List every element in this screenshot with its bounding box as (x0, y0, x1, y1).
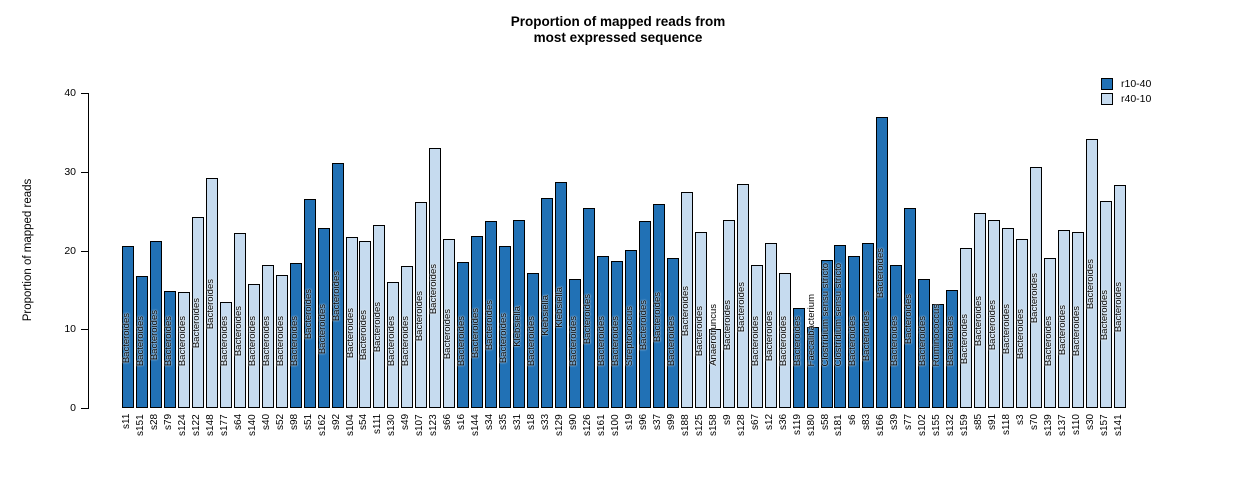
bar-genus-label-s129: Klebsiella (554, 287, 566, 328)
bar-genus-label-s161: Bacteroides (595, 315, 607, 366)
bar-genus-label-s92: Bacteroides (330, 271, 342, 322)
x-axis-label-s85: s85 (973, 414, 985, 431)
bar-genus-label-s64: Bacteroides (232, 306, 244, 357)
bar-genus-label-s128: Bacteroides (735, 281, 747, 332)
bar-genus-label-s110: Bacteroides (1070, 305, 1082, 357)
x-axis-label-s180: s180 (805, 414, 817, 436)
bar-genus-label-s119: Bacteroides (791, 315, 803, 366)
bar-genus-label-s158: Anaerotruncus (707, 304, 719, 366)
bar-genus-label-s98: Bacteroides (288, 315, 300, 366)
x-axis-label-s162: s162 (316, 414, 328, 436)
x-axis-label-s54: s54 (358, 414, 370, 431)
x-axis-label-s49: s49 (400, 414, 412, 431)
x-axis-label-s157: s157 (1098, 414, 1110, 436)
x-axis-label-s141: s141 (1112, 414, 1124, 436)
x-axis-label-s98: s98 (288, 414, 300, 431)
bar-genus-label-s123: Bacteroides (428, 263, 440, 314)
x-axis-label-s16: s16 (456, 414, 468, 431)
bar-genus-label-s90: Bacteroides (568, 315, 580, 366)
x-axis-label-s66: s66 (442, 414, 454, 431)
bar-genus-label-s11: Bacteroides (121, 312, 132, 363)
bar-genus-label-s3: Bacteroides (1015, 309, 1027, 360)
legend-swatch-light (1101, 93, 1113, 105)
legend-swatch-dark (1101, 78, 1113, 90)
x-axis-label-s110: s110 (1070, 414, 1082, 435)
y-tick-mark (81, 172, 88, 173)
x-axis-label-s140: s140 (246, 414, 258, 436)
y-tick-mark (81, 408, 88, 409)
bar-genus-label-s118: Bacteroides (1001, 303, 1013, 354)
bar-genus-label-s91: Bacteroides (987, 299, 999, 350)
x-axis-label-s31: s31 (512, 414, 524, 431)
bar-genus-label-s132: Bacteroides (945, 315, 957, 366)
x-axis-label-s130: s130 (386, 414, 398, 436)
x-axis-label-s137: s137 (1056, 414, 1068, 436)
x-axis-label-s151: s151 (134, 414, 146, 436)
bar-genus-label-s99: Bacteroides (665, 315, 677, 366)
x-axis-label-s99: s99 (665, 414, 677, 431)
chart-title-line2: most expressed sequence (533, 30, 703, 45)
x-axis-label-s64: s64 (232, 414, 244, 431)
x-axis-label-s52: s52 (274, 414, 286, 431)
bar-genus-label-s157: Bacteroides (1098, 290, 1110, 341)
bar-genus-label-s35: Bacteroides (498, 312, 510, 363)
x-axis-label-s100: s100 (609, 414, 621, 436)
bar-genus-label-s155: Ruminococcus (931, 303, 943, 366)
x-axis-label-s119: s119 (791, 414, 803, 435)
x-axis-label-s79: s79 (162, 414, 174, 431)
x-axis-label-s181: s181 (833, 414, 845, 436)
x-axis-label-s58: s58 (819, 414, 831, 431)
bar-genus-label-s144: Bacteroides (470, 307, 482, 358)
y-tick-mark (81, 251, 88, 252)
x-axis-label-s144: s144 (470, 414, 482, 436)
bar-genus-label-s122: Bacteroides (190, 298, 202, 349)
x-axis-label-s129: s129 (554, 414, 566, 436)
bar-genus-label-s33: Klebsiella (540, 295, 552, 336)
x-axis-label-s107: s107 (414, 414, 426, 436)
bar-genus-label-s104: Bacteroides (344, 308, 356, 359)
bar-genus-label-s30: Bacteroides (1084, 259, 1096, 310)
x-axis-label-s118: s118 (1001, 414, 1013, 435)
x-axis-label-s36: s36 (777, 414, 789, 431)
x-axis-label-s18: s18 (526, 414, 538, 431)
bar-genus-label-s49: Bacteroides (400, 315, 412, 366)
x-axis-label-s188: s188 (679, 414, 691, 436)
x-axis-label-s161: s161 (595, 414, 607, 436)
bar-genus-label-s18: Bacteroides (526, 315, 538, 366)
x-axis-label-s92: s92 (330, 414, 342, 431)
bar-genus-label-s140: Bacteroides (246, 315, 258, 366)
bar-genus-label-s130: Bacteroides (386, 315, 398, 366)
x-axis-label-s83: s83 (861, 414, 873, 431)
bar-genus-label-s85: Bacteroides (973, 296, 985, 347)
x-axis-label-s123: s123 (428, 414, 440, 436)
bar-genus-label-s66: Bacteroides (442, 309, 454, 360)
x-axis-label-s19: s19 (623, 414, 635, 431)
bar-genus-label-s58: Clostridium sensu stricto (819, 262, 831, 366)
bar-genus-label-s51: Bacteroides (302, 289, 314, 340)
bar-genus-label-s100: Bacteroides (609, 315, 621, 366)
chart-title-line1: Proportion of mapped reads from (510, 14, 726, 29)
x-axis-label-s111: s111 (372, 414, 384, 435)
bar-genus-label-s125: Bacteroides (693, 305, 705, 357)
bar-genus-label-s39: Bacteroides (889, 315, 901, 366)
x-axis-label-s35: s35 (498, 414, 510, 431)
bar-genus-label-s40: Bacteroides (260, 315, 272, 366)
bar-genus-label-s79: Bacteroides (162, 315, 174, 366)
x-axis-label-s6: s6 (847, 414, 859, 425)
y-axis-line (88, 93, 89, 409)
bar-genus-label-s31: Klebsiella (512, 306, 524, 347)
x-axis-label-s177: s177 (218, 414, 230, 436)
x-axis-label-s34: s34 (484, 414, 496, 431)
bar-genus-label-s19: Streptococcus (623, 305, 635, 366)
bar-genus-label-s36: Bacteroides (777, 315, 789, 366)
chart-title (88, 14, 1148, 46)
bar-genus-label-s96: Bacteroides (637, 300, 649, 351)
bar-genus-label-s12: Bacteroides (763, 311, 775, 362)
x-axis-label-s51: s51 (302, 414, 314, 431)
x-axis-label-s30: s30 (1084, 414, 1096, 431)
legend-item-r40-10 (1101, 91, 1151, 106)
bar-genus-label-s34: Bacteroides (484, 300, 496, 351)
x-axis-label-s33: s33 (540, 414, 552, 431)
bar-genus-label-s28: Bacteroides (148, 310, 160, 361)
bar-genus-label-s177: Bacteroides (218, 315, 230, 366)
x-axis-label-s67: s67 (749, 414, 761, 431)
x-axis-label-s102: s102 (917, 414, 929, 436)
x-axis-label-s155: s155 (931, 414, 943, 436)
bar-genus-label-s67: Bacteroides (749, 315, 761, 366)
x-axis-label-s126: s126 (582, 414, 593, 436)
x-axis-label-s166: s166 (875, 414, 887, 436)
bar-genus-label-s141: Bacteroides (1112, 282, 1124, 333)
bar-genus-label-s166: Bacteroides (875, 248, 887, 299)
bar-genus-label-s83: Bacteroides (861, 311, 873, 362)
y-tick-mark (81, 93, 88, 94)
bar-genus-label-s111: Bacteroides (372, 302, 384, 353)
x-axis-label-s139: s139 (1043, 414, 1055, 436)
legend-label: r10-40 (1121, 77, 1152, 90)
bar-genus-label-s162: Bacteroides (316, 303, 328, 355)
y-tick-label: 20 (64, 244, 76, 257)
x-axis-label-s37: s37 (651, 414, 663, 431)
bar-genus-label-s6: Bacteroides (847, 315, 859, 366)
x-axis-label-s132: s132 (945, 414, 957, 436)
x-axis-label-s125: s125 (693, 414, 705, 436)
y-tick-label: 30 (64, 165, 76, 178)
x-axis-label-s104: s104 (344, 414, 356, 436)
x-axis-label-s70: s70 (1029, 414, 1041, 431)
x-axis-label-s96: s96 (637, 414, 649, 431)
bar-genus-label-s137: Bacteroides (1056, 304, 1068, 355)
bar-genus-label-s124: Bacteroides (176, 315, 188, 366)
x-axis-label-s40: s40 (260, 414, 272, 431)
y-tick-label: 0 (70, 402, 76, 414)
x-axis-label-s148: s148 (204, 414, 216, 436)
bar-genus-label-s54: Bacteroides (358, 310, 370, 361)
x-axis-label-s39: s39 (889, 414, 901, 431)
x-axis-label-s90: s90 (568, 414, 580, 431)
x-axis-label-s3: s3 (1015, 414, 1027, 425)
bar-genus-label-s139: Bacteroides (1043, 315, 1055, 366)
x-axis-label-s28: s28 (148, 414, 160, 431)
x-axis-label-s77: s77 (903, 414, 915, 431)
x-axis-label-s91: s91 (987, 414, 999, 431)
bar-genus-label-s52: Bacteroides (274, 315, 286, 366)
bar-genus-label-s126: Bacteroides (582, 293, 593, 344)
bar-genus-label-s151: Bacteroides (134, 315, 146, 366)
bar-genus-label-s70: Bacteroides (1029, 273, 1041, 324)
bar-genus-label-s148: Bacteroides (204, 278, 216, 329)
bar-genus-label-s181: Clostridium sensu stricto (833, 262, 845, 366)
y-tick-mark (81, 329, 88, 330)
x-axis-label-s128: s128 (735, 414, 747, 436)
x-axis-label-s12: s12 (763, 414, 775, 431)
bar-genus-label-s188: Bacteroides (679, 285, 691, 337)
bar-genus-label-s180: Faecalibacterium (805, 293, 817, 366)
x-axis-label-s124: s124 (176, 414, 188, 436)
bar-genus-label-s159: Bacteroides (959, 313, 971, 364)
legend (1101, 76, 1151, 106)
bar-genus-label-s37: Bacteroides (651, 291, 663, 342)
x-axis-label-s122: s122 (190, 414, 202, 436)
x-axis-label-s158: s158 (707, 414, 719, 436)
y-tick-label: 10 (64, 323, 76, 336)
legend-item-r10-40 (1101, 76, 1151, 91)
y-axis-title: Proportion of mapped reads (22, 178, 34, 322)
x-axis-label-s11: s11 (121, 414, 132, 430)
bar-genus-label-s16: Bacteroides (456, 315, 468, 366)
bar-genus-label-s9: Bacteroides (721, 299, 733, 350)
x-axis-label-s159: s159 (959, 414, 971, 436)
bar-genus-label-s102: Bacteroides (917, 315, 929, 366)
bar-genus-label-s107: Bacteroides (414, 290, 426, 341)
bar-genus-label-s77: Bacteroides (903, 293, 915, 344)
x-axis-label-s9: s9 (721, 414, 733, 425)
y-tick-label: 40 (64, 87, 76, 99)
legend-label: r40-10 (1121, 92, 1152, 105)
